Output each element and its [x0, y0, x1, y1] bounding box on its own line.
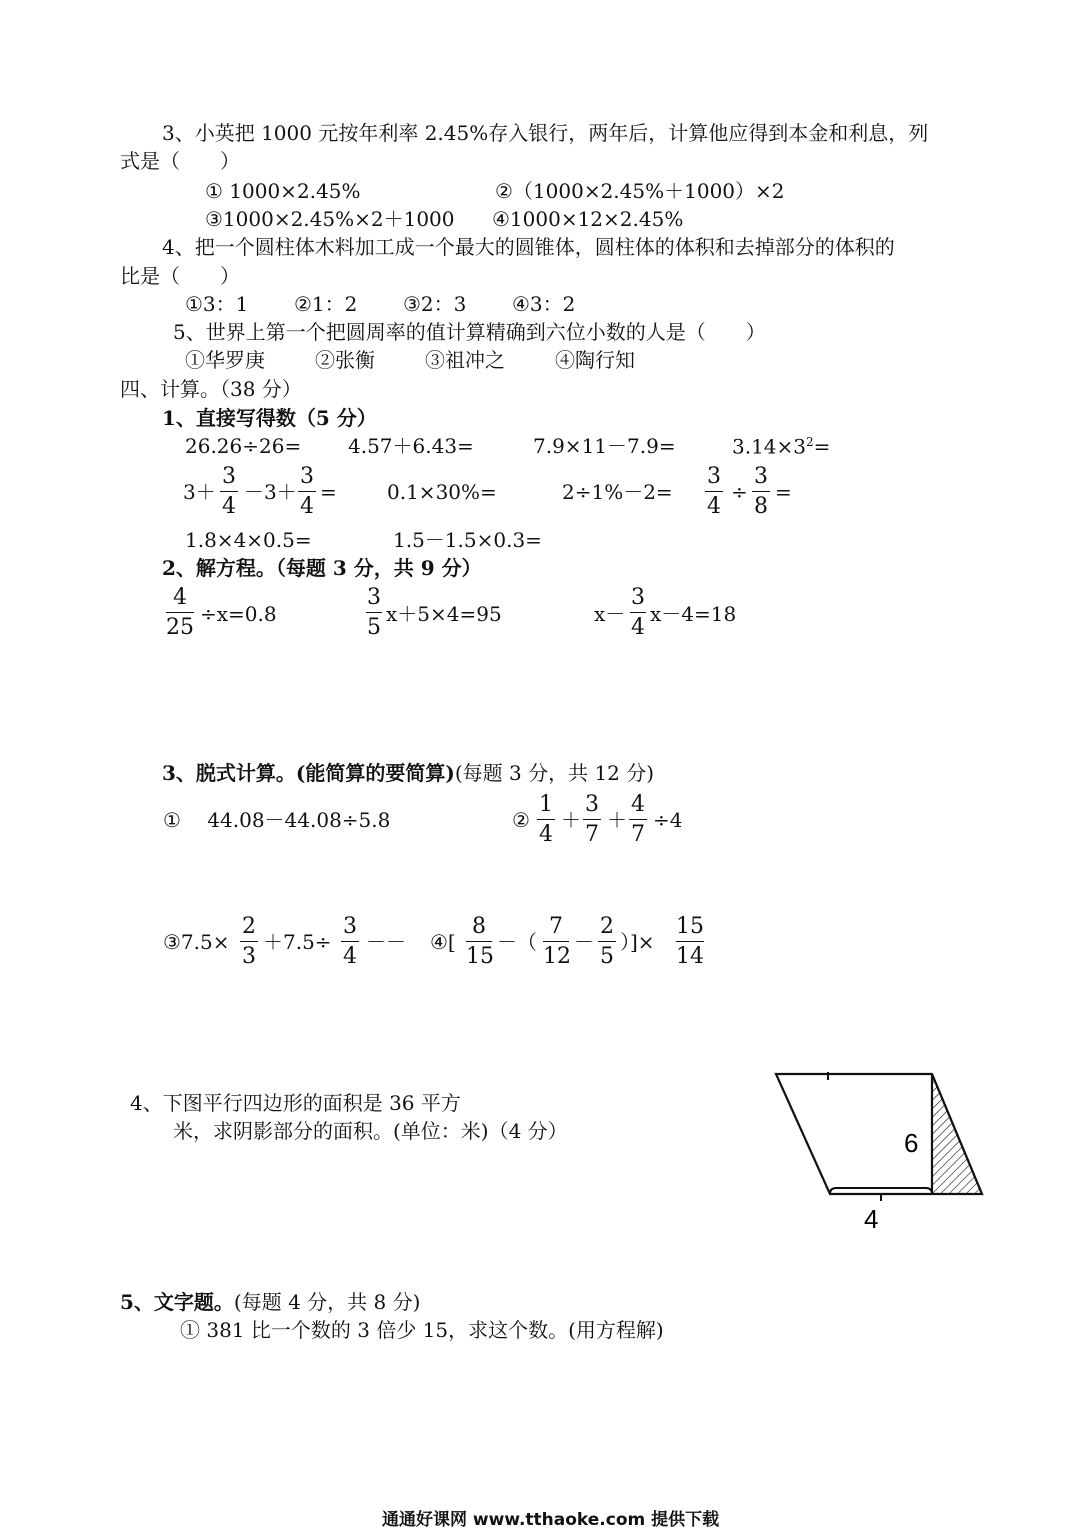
- q3-line2: 式是（ ）: [120, 149, 240, 173]
- oral-calc-7: 2÷1%－2=: [562, 480, 673, 504]
- equation-3-prefix: x－: [594, 602, 626, 626]
- q5-line1: 5、世界上第一个把圆周率的值计算精确到六位小数的人是（ ）: [173, 320, 766, 344]
- oral-calc-10: 1.5－1.5×0.3=: [393, 528, 542, 552]
- q5-option-2: ②张衡: [315, 348, 375, 372]
- q3-option-4: ④1000×12×2.45%: [492, 207, 684, 231]
- q3-line1: 3、小英把 1000 元按年利率 2.45%存入银行，两年后，计算他应得到本金和利息，列: [162, 121, 929, 145]
- calc-problem-3-tail: －－: [366, 930, 406, 954]
- q4-option-4: ④3：2: [512, 292, 576, 316]
- oral-calc-5-middle: －3＋: [244, 480, 297, 504]
- fraction-2-3: 2 3: [242, 914, 256, 969]
- oral-calc-5-prefix: 3＋: [183, 480, 216, 504]
- oral-calc-6: 0.1×30%=: [387, 480, 497, 504]
- shaded-triangle: [932, 1074, 982, 1194]
- fraction-4-25: 4 25: [166, 585, 194, 640]
- parallelogram-figure: [760, 1060, 1000, 1240]
- q4-option-3: ③2：3: [403, 292, 467, 316]
- calc-problem-3-middle: ＋7.5÷: [263, 930, 332, 954]
- base-label: 4: [864, 1204, 879, 1234]
- q5-option-4: ④陶行知: [555, 348, 635, 372]
- word-problem-1: ① 381 比一个数的 3 倍少 15，求这个数。(用方程解): [180, 1318, 664, 1342]
- fraction-15-14: 15 14: [676, 914, 704, 969]
- minus-operator: －: [574, 930, 594, 954]
- oral-calc-3: 7.9×11－7.9=: [533, 434, 676, 458]
- part1-title: 1、直接写得数（5 分）: [162, 406, 377, 430]
- fraction-3-8: 3 8: [754, 464, 768, 519]
- part3-title: 3、脱式计算。(能简算的要简算)(每题 3 分，共 12 分): [162, 761, 655, 785]
- calc-problem-2-label: ②: [512, 808, 530, 832]
- fraction-7-12: 7 12: [543, 914, 571, 969]
- equation-2: x＋5×4=95: [386, 602, 502, 626]
- fraction-3-7: 3 7: [585, 792, 599, 847]
- equation-3: x－4=18: [650, 602, 737, 626]
- q3-option-3: ③1000×2.45%×2＋1000: [205, 207, 455, 231]
- q5-option-3: ③祖冲之: [425, 348, 505, 372]
- q5-option-1: ①华罗庚: [185, 348, 265, 372]
- section4-title: 四、计算。（38 分）: [120, 377, 302, 401]
- division-operator: ÷: [731, 480, 748, 504]
- fraction-8-15: 8 15: [466, 914, 494, 969]
- footer-credit: 通通好课网 www.tthaoke.com 提供下载: [382, 1510, 720, 1530]
- part4-line1: 4、下图平行四边形的面积是 36 平方: [130, 1091, 461, 1115]
- plus-operator: ＋: [607, 808, 627, 832]
- fraction-3-4: 3 4: [707, 464, 721, 519]
- part2-title: 2、解方程。（每题 3 分，共 9 分）: [162, 556, 482, 580]
- fraction-3-4: 3 4: [300, 464, 314, 519]
- q3-option-1: ① 1000×2.45%: [205, 179, 361, 203]
- fraction-3-4: 3 4: [631, 585, 645, 640]
- q4-option-2: ②1：2: [294, 292, 358, 316]
- oral-calc-1: 26.26÷26=: [185, 434, 302, 458]
- fraction-3-4: 3 4: [343, 914, 357, 969]
- fraction-3-4: 3 4: [222, 464, 236, 519]
- q4-line1: 4、把一个圆柱体木料加工成一个最大的圆锥体，圆柱体的体积和去掉部分的体积的: [162, 235, 895, 259]
- part5-title: 5、文字题。(每题 4 分，共 8 分): [120, 1290, 421, 1314]
- fraction-4-7: 4 7: [631, 792, 645, 847]
- equation-1: ÷x=0.8: [200, 602, 277, 626]
- height-label: 6: [904, 1128, 919, 1158]
- q3-option-2: ②（1000×2.45%＋1000）×2: [495, 179, 785, 203]
- fraction-1-4: 1 4: [539, 792, 553, 847]
- calc-problem-4-minus-paren: －（: [497, 930, 537, 954]
- oral-calc-2: 4.57＋6.43=: [348, 434, 474, 458]
- oral-calc-8-suffix: =: [775, 480, 792, 504]
- q4-option-1: ①3：1: [185, 292, 249, 316]
- plus-operator: ＋: [561, 808, 581, 832]
- calc-problem-1: ① 44.08－44.08÷5.8: [163, 808, 391, 832]
- oral-calc-9: 1.8×4×0.5=: [185, 528, 312, 552]
- part4-line2: 米，求阴影部分的面积。(单位：米)（4 分）: [173, 1119, 568, 1143]
- calc-problem-2-tail: ÷4: [653, 808, 683, 832]
- calc-problem-4-tail: ）]×: [620, 930, 655, 954]
- fraction-3-5: 3 5: [367, 585, 381, 640]
- oral-calc-4: $3.14\times 3^2=$: [732, 434, 831, 459]
- q4-line2: 比是（ ）: [120, 264, 240, 288]
- oral-calc-5-suffix: =: [320, 480, 337, 504]
- calc-problem-3-prefix: ③7.5×: [163, 930, 230, 954]
- exponent: 2: [806, 435, 814, 449]
- calc-problem-4-prefix: ④[: [430, 930, 456, 954]
- fraction-2-5: 2 5: [600, 914, 614, 969]
